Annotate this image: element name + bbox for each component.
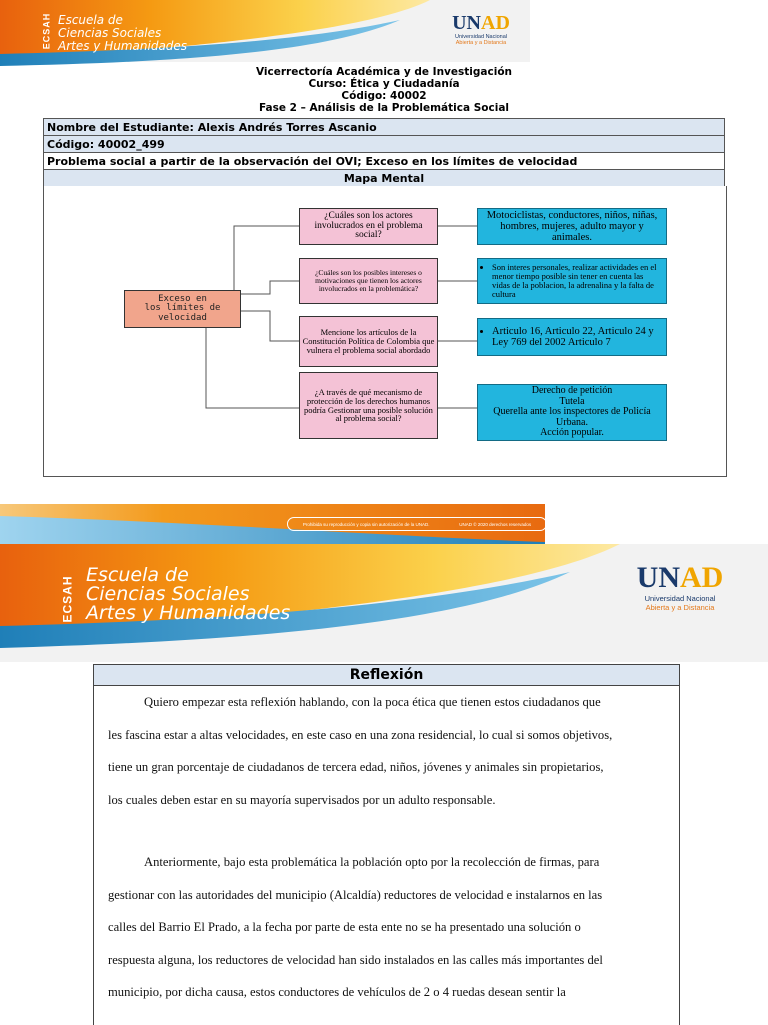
reflexion-line: les fascina estar a altas velocidades, en este caso en una zona residencial, lo cual si somos objetivos,: [108, 727, 613, 742]
question-node-1: ¿Cuáles son los actores involucrados en el problema social?: [299, 208, 438, 245]
ecsah-tag: ECSAH: [41, 12, 52, 50]
school-line-2: Ciencias Sociales: [58, 26, 162, 40]
school-line-1: Escuela de: [86, 564, 189, 586]
unad-logo-2: [630, 562, 730, 612]
student-name: Nombre del Estudiante: Alexis Andrés Torres Ascanio: [44, 119, 725, 136]
reflexion-title: Reflexión: [94, 665, 679, 686]
info-table: [43, 118, 725, 187]
reflexion-line: gestionar con las autoridades del municipio (Alcaldía) reductores de velocidad e instalarnos en las: [108, 887, 603, 902]
answer-node-3: [477, 318, 667, 356]
reflexion-line: tiene un gran porcentaje de ciudadanos de tercera edad, niños, jóvenes y animales sin propietarios,: [108, 760, 604, 774]
unad-logo: [446, 12, 516, 46]
unad-subtitle-2: Abierta y a Distancia: [645, 603, 715, 612]
copyright-left: Prohibida su reproducción y copia sin autorización de la UNAD.: [302, 521, 430, 527]
school-line-1: Escuela de: [58, 13, 123, 27]
section-title: Mapa Mental: [44, 170, 725, 187]
student-code: Código: 40002_499: [44, 136, 725, 153]
reflexion-section: [93, 664, 680, 1025]
answer-3-text: • Articulo 16, Articulo 22, Articulo 24 y Ley 769 del 2002 Articulo 7: [492, 326, 662, 348]
answer-node-2: [477, 258, 667, 304]
school-line-2: Ciencias Sociales: [86, 583, 250, 605]
problem-statement: Problema social a partir de la observación del OVI; Exceso en los límites de velocidad: [44, 153, 725, 170]
school-line-3: Artes y Humanidades: [86, 602, 291, 624]
reflexion-line: calles del Barrio El Prado, a la fecha por parte de esta ente no se ha presentado una solución o: [108, 920, 581, 934]
question-node-2: ¿Cuáles son los posibles intereses o motivaciones que tienen los actores involucrados en la problemática?: [299, 258, 438, 304]
reflexion-line: los cuales deben estar en su mayoría supervisados por un adulto responsable.: [108, 792, 496, 807]
reflexion-line: Quiero empezar esta reflexión hablando, con la poca ética que tienen estos ciudadanos que: [144, 695, 601, 709]
reflexion-line: municipio, por dicha causa, estos conductores de vehículos de 2 o 4 ruedas desean sentir la: [108, 985, 566, 999]
school-line-3: Artes y Humanidades: [58, 39, 188, 53]
unad-wordmark-2: UNAD: [636, 561, 724, 594]
question-node-4: ¿A través de qué mecanismo de protección de los derechos humanos podría Gestionar una posible solución al problema social?: [299, 372, 438, 439]
answer-node-1: Motociclistas, conductores, niños, niñas, hombres, mujeres, adulto mayor y animales.: [477, 208, 667, 245]
question-node-3: Mencione los artículos de la Constitución Política de Colombia que vulnera el problema social abordado: [299, 316, 438, 367]
school-name-2: [86, 566, 290, 623]
unad-subtitle-1: Universidad Nacional: [644, 594, 716, 603]
reflexion-body: [94, 686, 679, 1009]
root-node: Exceso en los límites de velocidad: [124, 290, 241, 328]
answer-node-4: Derecho de petición Tutela Querella ante los inspectores de Policía Urbana. Acción popular.: [477, 384, 667, 441]
header-line-2: Curso: Ética y Ciudadanía: [308, 78, 460, 90]
mind-map: [43, 186, 727, 477]
answer-2-text: • Son interes personales, realizar actividades en el menor tiempo posible sin tener en cuenta las vidas de la poblacion, la adrenalina y la falta de cultura: [492, 263, 662, 299]
unad-subtitle-1: Universidad Nacional: [455, 34, 507, 40]
reflexion-line: respuesta alguna, los reductores de velocidad han sido instalados en las calles más importantes del: [108, 952, 603, 967]
reflexion-line: Anteriormente, bajo esta problemática la población opto por la recolección de firmas, para: [144, 855, 600, 869]
header-line-1: Vicerrectoría Académica y de Investigación: [255, 66, 513, 78]
copyright-right: UNAD © 2020 derechos reservados: [459, 521, 532, 527]
header-line-4: Fase 2 – Análisis de la Problemática Social: [258, 102, 510, 114]
unad-wordmark: UNAD: [452, 12, 510, 34]
header-line-3: Código: 40002: [341, 90, 427, 102]
page-1: [0, 0, 768, 500]
ecsah-tag-2: ECSAH: [60, 575, 75, 623]
unad-subtitle-2: Abierta y a Distancia: [455, 40, 507, 46]
copyright-bar: [287, 517, 547, 531]
document-header: [0, 66, 768, 114]
school-name: [58, 14, 187, 53]
